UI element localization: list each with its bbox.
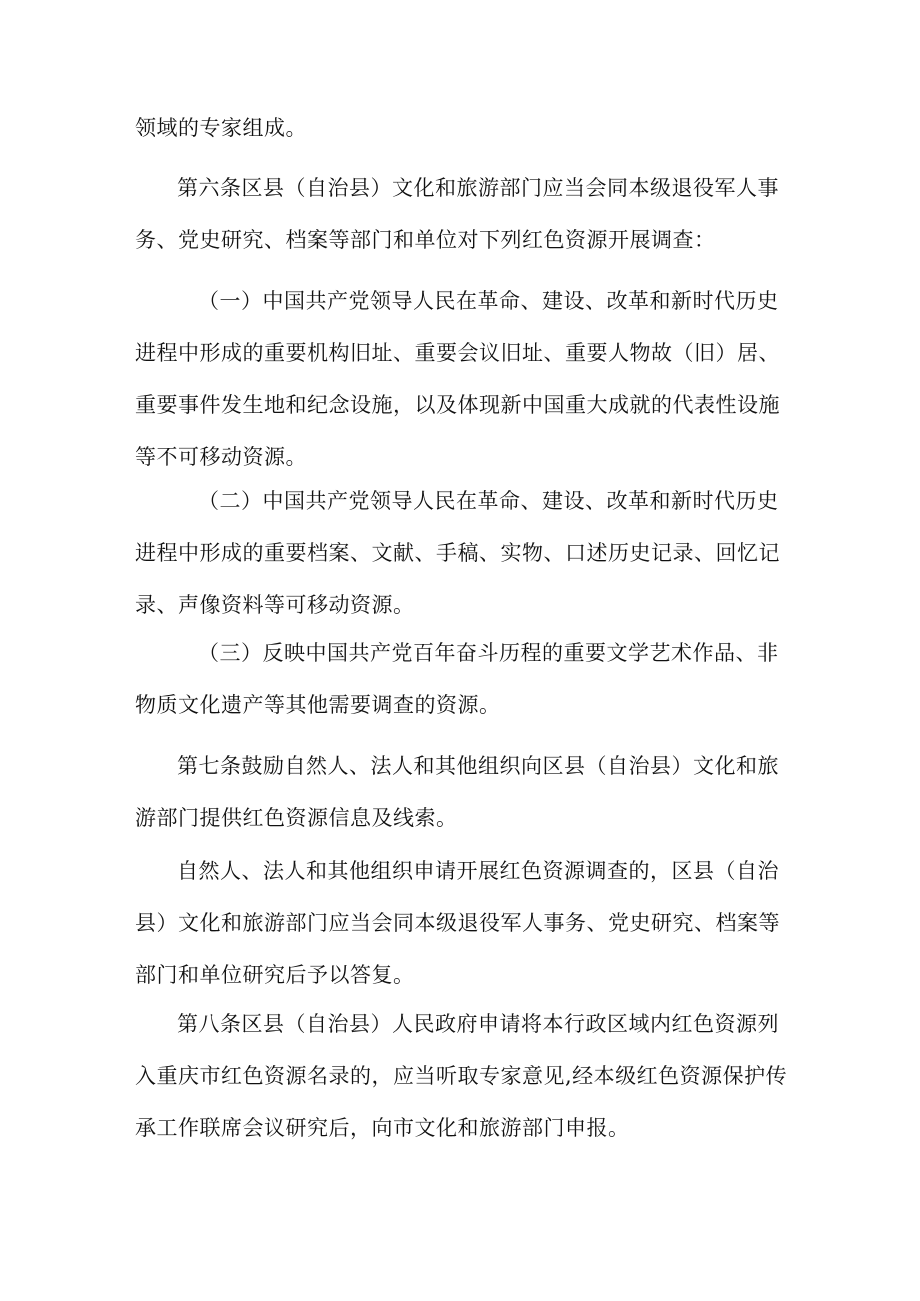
article-8-paragraph: 第八条区县（自治县）人民政府申请将本行政区域内红色资源列入重庆市红色资源名录的，应当听取专家意见,经本级红色资源保护传承工作联席会议研究后，向市文化和旅游部门申报。 [135, 1012, 788, 1140]
paragraph-continuation: 领域的专家组成。 [135, 116, 307, 140]
article-7-paragraph: 第七条鼓励自然人、法人和其他组织向区县（自治县）文化和旅游部门提供红色资源信息及线索。 [135, 754, 779, 830]
article-6-paragraph: 第六条区县（自治县）文化和旅游部门应当会同本级退役军人事务、党史研究、档案等部门和单位对下列红色资源开展调查： [135, 176, 779, 252]
article-7-second-paragraph: 自然人、法人和其他组织申请开展红色资源调查的，区县（自治县）文化和旅游部门应当会同本级退役军人事务、党史研究、档案等部门和单位研究后予以答复。 [135, 859, 780, 987]
item-2-paragraph: （二）中国共产党领导人民在革命、建设、改革和新时代历史进程中形成的重要档案、文献、手稿、实物、口述历史记录、回忆记录、声像资料等可移动资源。 [135, 489, 780, 617]
item-1-paragraph: （一）中国共产党领导人民在革命、建设、改革和新时代历史进程中形成的重要机构旧址、重要会议旧址、重要人物故（旧）居、重要事件发生地和纪念设施，以及体现新中国重大成就的代表性设施等不可移动资源。 [135, 289, 780, 469]
item-3-paragraph: （三）反映中国共产党百年奋斗历程的重要文学艺术作品、非物质文化遗产等其他需要调查的资源。 [135, 641, 779, 717]
